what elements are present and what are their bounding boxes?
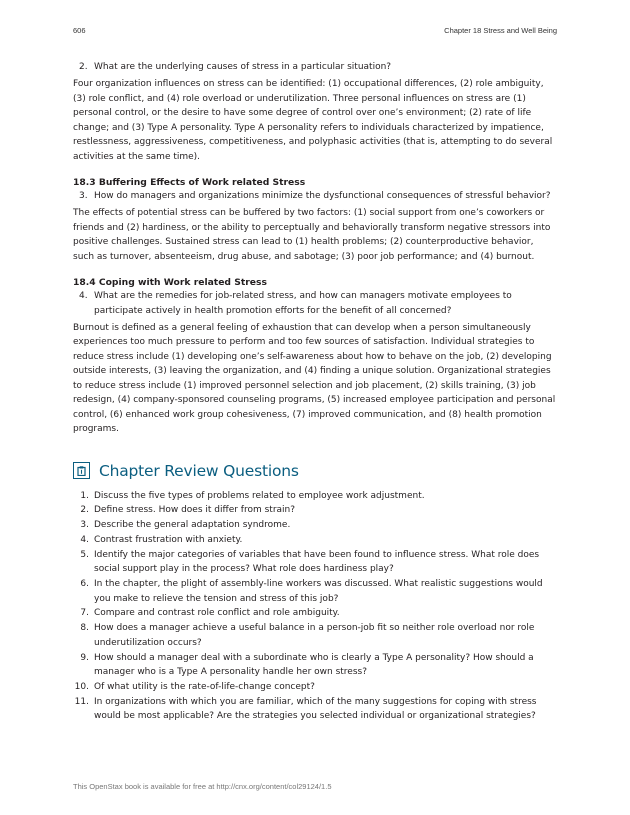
summary-question bbox=[73, 60, 556, 75]
list-item bbox=[73, 651, 556, 680]
item-number: 6. bbox=[80, 579, 89, 589]
list-item bbox=[73, 548, 556, 577]
page-footer: This OpenStax book is available for free at http://cnx.org/content/col29124/1.5 bbox=[73, 782, 332, 791]
item-text: In the chapter, the plight of assembly-line workers was discussed. What realistic suggestions would you make to relieve the tension and stress of this job? bbox=[94, 579, 543, 604]
item-number: 3. bbox=[80, 520, 89, 531]
page-number: 606 bbox=[73, 26, 86, 35]
question-number: 2. bbox=[79, 62, 88, 72]
answer-paragraph: Burnout is defined as a general feeling of exhaustion that can develop when a person simultaneously experiences too much pressure to perform and too few sources of satisfaction. Individual strategies to reduce stress include (1) developing one’s self-awareness about how to behave on the job, (2) developing outside interests, (3) leaving the organization, and (4) finding a unique solution. Organizational strategies to reduce stress include (1) improved personnel selection and job placement, (2) skills training, (3) job redesign, (4) company-sponsored counseling programs, (5) increased employee participation and personal control, (6) enhanced work group cohesiveness, (7) improved communication, and (8) health promotion programs. bbox=[73, 322, 556, 434]
list-item bbox=[73, 606, 556, 621]
item-number: 8. bbox=[80, 623, 89, 634]
review-questions-header bbox=[73, 462, 556, 480]
item-number: 11. bbox=[74, 696, 89, 707]
summary-question bbox=[73, 289, 556, 318]
list-item bbox=[73, 503, 556, 518]
list-item bbox=[73, 680, 556, 695]
item-text: Describe the general adaptation syndrome. bbox=[94, 520, 291, 531]
item-number: 7. bbox=[80, 608, 89, 619]
section-heading: 18.3 Buffering Effects of Work related Stress bbox=[73, 177, 306, 188]
item-text: How does a manager achieve a useful balance in a person-job fit so neither role overload nor role underutilization occurs? bbox=[94, 623, 535, 648]
question-number: 3. bbox=[79, 191, 88, 201]
list-item bbox=[73, 621, 556, 650]
review-questions-list bbox=[73, 489, 556, 724]
answer-paragraph: The effects of potential stress can be buffered by two factors: (1) social support from one’s coworkers or friends and (2) hardiness, or the ability to perceptually and behaviorally transform negative stressors into positive challenges. Sustained stress can lead to (1) health problems; (2) counterproductive behavior, such as turnover, absenteeism, drug abuse, and sabotage; (3) poor job performance; and (4) burnout. bbox=[73, 208, 551, 262]
review-questions-title: Chapter Review Questions bbox=[99, 461, 299, 480]
list-item bbox=[73, 518, 556, 533]
page-content bbox=[73, 60, 556, 724]
question-text: How do managers and organizations minimize the dysfunctional consequences of stressful behavior? bbox=[94, 191, 551, 201]
section-heading: 18.4 Coping with Work related Stress bbox=[73, 277, 267, 288]
list-item bbox=[73, 695, 556, 724]
item-number: 9. bbox=[80, 652, 89, 663]
item-number: 2. bbox=[80, 505, 89, 516]
item-text: Contrast frustration with anxiety. bbox=[94, 534, 243, 545]
item-text: Discuss the five types of problems related to employee work adjustment. bbox=[94, 490, 425, 501]
item-text: Identify the major categories of variables that have been found to influence stress. What role does social support play in the process? What role does hardiness play? bbox=[94, 549, 540, 575]
item-text: Of what utility is the rate-of-life-change concept? bbox=[94, 681, 315, 692]
running-header: Chapter 18 Stress and Well Being bbox=[444, 26, 557, 35]
clipboard-icon bbox=[73, 462, 90, 479]
item-text: Compare and contrast role conflict and role ambiguity. bbox=[94, 608, 340, 619]
list-item bbox=[73, 489, 556, 504]
question-text: What are the underlying causes of stress in a particular situation? bbox=[94, 62, 392, 72]
item-number: 1. bbox=[80, 490, 89, 501]
item-text: How should a manager deal with a subordinate who is clearly a Type A personality? How should a manager who is a Type A personality handle her own stress? bbox=[94, 652, 534, 678]
answer-paragraph: Four organization influences on stress can be identified: (1) occupational differences, (2) role ambiguity, (3) role conflict, and (4) role overload or underutilization. Three personal influences on stress are (1) personal control, or the desire to have some degree of control over one’s environment; (2) rate of life change; and (3) Type A personality. Type A personality refers to individuals characterized by impatience, restlessness, aggressiveness, competitiveness, and polyphasic activities (that is, attempting to do several activities at the same time). bbox=[73, 79, 553, 162]
question-number: 4. bbox=[79, 291, 88, 301]
summary-question bbox=[73, 189, 556, 204]
item-text: In organizations with which you are familiar, which of the many suggestions for coping with stress would be most applicable? Are the strategies you selected individual or organizational strategies? bbox=[94, 696, 537, 722]
item-number: 5. bbox=[80, 549, 89, 560]
list-item bbox=[73, 577, 556, 606]
item-number: 4. bbox=[80, 534, 89, 545]
item-text: Define stress. How does it differ from strain? bbox=[94, 505, 296, 516]
item-number: 10. bbox=[74, 681, 89, 692]
question-text: What are the remedies for job-related stress, and how can managers motivate employees to participate actively in health promotion efforts for the benefit of all concerned? bbox=[94, 291, 512, 316]
list-item bbox=[73, 533, 556, 548]
